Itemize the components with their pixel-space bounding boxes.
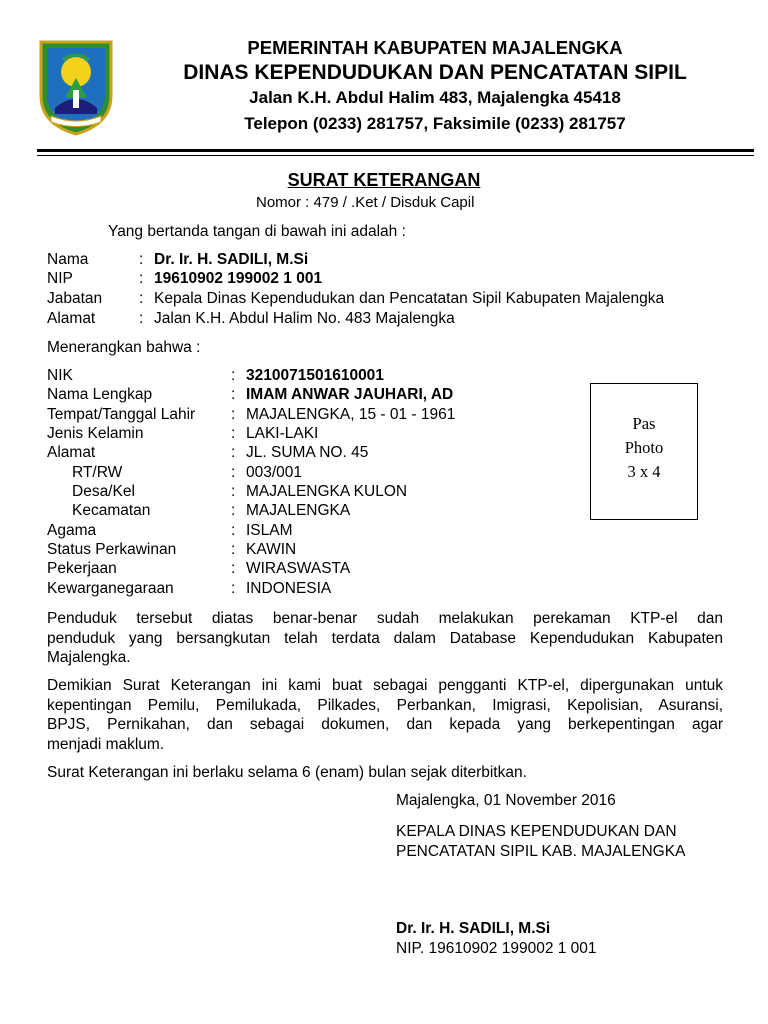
gender-value: LAKI-LAKI [246,425,319,442]
signature-name: Dr. Ir. H. SADILI, M.Si [396,920,551,937]
religion-label: Agama [47,522,97,539]
signature-nip: NIP. 19610902 199002 1 001 [396,940,597,957]
colon: : [231,444,236,461]
paragraph-line: Demikian Surat Keterangan ini kami buat sebagai pengganti KTP-el, dipergunakan untuk [47,677,723,694]
village-label: Desa/Kel [72,483,135,500]
colon: : [231,367,236,384]
nik-label: NIK [47,367,73,384]
nik-value: 3210071501610001 [246,367,384,384]
photo-placeholder-box [590,383,698,520]
birth-label: Tempat/Tanggal Lahir [47,406,196,423]
paragraph-line: Majalengka. [47,649,131,666]
paragraph-validity: Surat Keterangan ini berlaku selama 6 (enam) bulan sejak diterbitkan. [47,764,527,781]
photo-line-2: Photo [624,438,664,457]
signature-position-line1: KEPALA DINAS KEPENDUDUKAN DAN [396,823,677,840]
colon: : [231,522,236,539]
photo-line-1: Pas [632,414,656,433]
document-title: SURAT KETERANGAN [287,170,481,190]
photo-line-3: 3 x 4 [627,462,661,481]
colon: : [231,541,236,558]
colon: : [231,425,236,442]
district-value: MAJALENGKA [246,502,351,519]
rtrw-value: 003/001 [246,464,303,481]
official-name-label: Nama [47,251,89,268]
marital-label: Status Perkawinan [47,541,177,558]
fullname-label: Nama Lengkap [47,386,153,403]
marital-value: KAWIN [246,541,297,558]
official-address-label: Alamat [47,310,96,327]
paragraph-ktp-status [47,609,723,668]
village-value: MAJALENGKA KULON [246,483,408,500]
letterhead-agency: DINAS KEPENDUDUKAN DAN PENCATATAN SIPIL [183,61,687,84]
rtrw-label: RT/RW [72,464,123,481]
citizenship-value: INDONESIA [246,580,332,597]
header-rule-thick [37,149,754,152]
paragraph-purpose [47,676,723,754]
fullname-value: IMAM ANWAR JAUHARI, AD [246,386,454,403]
official-name: Dr. Ir. H. SADILI, M.Si [154,251,309,268]
official-address: Jalan K.H. Abdul Halim No. 483 Majalengka [154,310,455,327]
colon: : [231,483,236,500]
colon: : [231,580,236,597]
district-label: Kecamatan [72,502,151,519]
official-position: Kepala Dinas Kependudukan dan Pencatatan Sipil Kabupaten Majalengka [154,290,665,307]
document-number: Nomor : 479 / .Ket / Disduk Capil [256,194,475,211]
paragraph-line: kepentingan Pemilu, Pemilukada, Pilkades, Perbankan, Imigrasi, Kepolisian, Asuransi, [47,696,723,714]
colon: : [139,290,144,307]
gender-label: Jenis Kelamin [47,425,144,442]
majalengka-regency-emblem [37,38,115,136]
official-nip-label: NIP [47,270,73,287]
colon: : [139,270,144,287]
colon: : [231,386,236,403]
letterhead-government: PEMERINTAH KABUPATEN MAJALENGKA [247,37,623,58]
paragraph-line: menjadi maklum. [47,735,165,753]
paragraph-line: BPJS, Pernikahan, dan sebagai dokumen, dan kepada yang berkepentingan agar [47,716,723,733]
occupation-label: Pekerjaan [47,560,117,577]
statement-intro: Menerangkan bahwa : [47,339,201,356]
address-value: JL. SUMA NO. 45 [246,444,369,461]
signature-position-line2: PENCATATAN SIPIL KAB. MAJALENGKA [396,843,686,860]
letterhead-phone: Telepon (0233) 281757, Faksimile (0233) 281757 [244,114,626,133]
birth-value: MAJALENGKA, 15 - 01 - 1961 [246,406,456,423]
paragraph-line: penduduk yang bersangkutan telah terdata dalam Database Kependudukan Kabupaten [47,629,723,647]
official-nip: 19610902 199002 1 001 [154,270,323,287]
colon: : [231,464,236,481]
header-rule-thin [37,155,754,156]
occupation-value: WIRASWASTA [246,560,351,577]
colon: : [231,560,236,577]
colon: : [231,502,236,519]
citizenship-label: Kewarganegaraan [47,580,174,597]
religion-value: ISLAM [246,522,293,539]
address-label: Alamat [47,444,96,461]
colon: : [231,406,236,423]
colon: : [139,251,144,268]
signature-place-date: Majalengka, 01 November 2016 [396,792,616,809]
letterhead-address: Jalan K.H. Abdul Halim 483, Majalengka 45418 [249,88,621,107]
colon: : [139,310,144,327]
official-position-label: Jabatan [47,290,103,307]
paragraph-line: Penduduk tersebut diatas benar-benar sudah melakukan perekaman KTP-el dan [47,610,723,627]
intro-text: Yang bertanda tangan di bawah ini adalah : [108,223,406,240]
